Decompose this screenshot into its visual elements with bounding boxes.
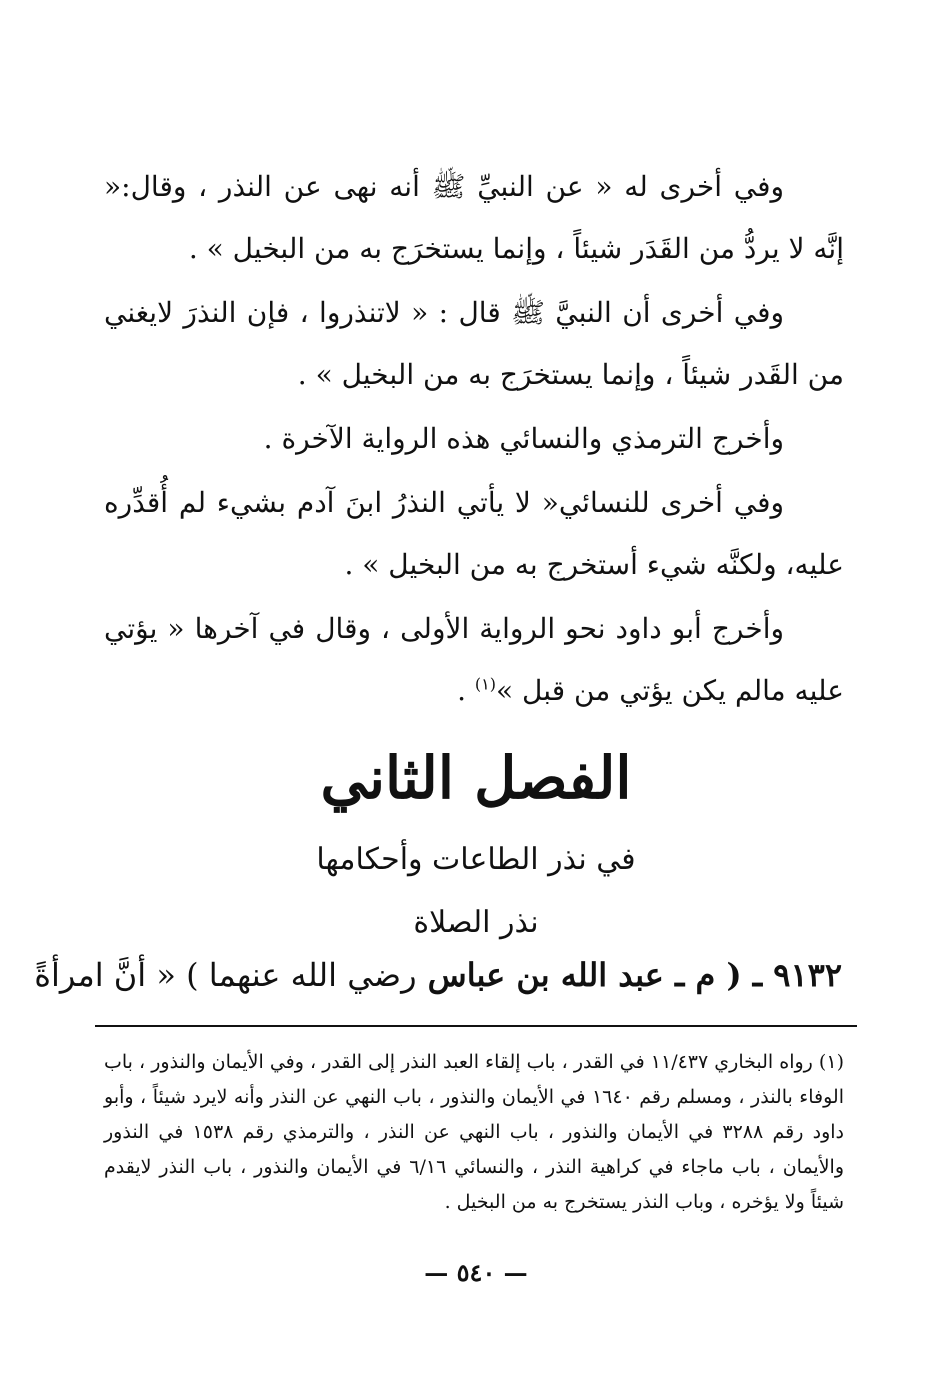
footnote-reference: (١) [474, 674, 497, 694]
footnote: (١) رواه البخاري ١١/٤٣٧ في القدر ، باب إلقاء العبد النذر إلى القدر ، وفي الأيمان والنذور ، باب الوفاء بالنذر ، ومسلم رقم ١٦٤٠ في الأيمان والنذور ، باب النهي عن النذر وأنه لايرد شيئاً ، وأبو داود رقم ٣٢٨٨ في الأيمان والنذور ، باب النهي عن النذر ، والترمذي رقم ١٥٣٨ في النذور والأيمان ، باب ماجاء في كراهية النذر ، والنسائي ٦/١٦ في الأيمان والنذور ، باب النذر لايقدم شيئاً ولا يؤخره ، وباب النذر يستخرج به من البخيل . [104, 1051, 844, 1213]
footnote-divider [95, 1025, 857, 1027]
main-text [104, 156, 844, 722]
footnotes [104, 1045, 844, 1220]
chapter-title: الفصل الثاني [320, 744, 632, 812]
paragraph: وأخرج الترمذي والنسائي هذه الرواية الآخرة . [263, 422, 784, 455]
paragraph-with-footnote [104, 598, 844, 722]
hadith-narrator: ( م ـ عبد الله بن عباس [427, 956, 742, 994]
subsection-heading: نذر الصلاة [413, 905, 539, 940]
page-number: — ٥٤٠ — [424, 1258, 528, 1287]
hadith-number: ٩١٣٢ ـ [752, 956, 842, 994]
paragraph-text: وأخرج أبو داود نحو الرواية الأولى ، وقال في آخرها « يؤتي عليه مالم يكن يؤتي من قبل » [104, 612, 844, 707]
paragraph: وفي أخرى له « عن النبيِّ ﷺ أنه نهى عن النذر ، وقال:« إنَّه لا يردُّ من القَدَر شيئاً ، وإنما يستخرَج به من البخيل » . [104, 170, 844, 265]
hadith-text-start: رضي الله عنهما ) « أنَّ امرأةً [34, 956, 417, 994]
section-subtitle: في نذر الطاعات وأحكامها [316, 842, 636, 877]
paragraph: وفي أخرى أن النبيَّ ﷺ قال : « لاتنذروا ، فإن النذرَ لايغني من القَدر شيئاً ، وإنما يستخرَج به من البخيل » . [104, 296, 844, 391]
paragraph-end: . [457, 674, 475, 707]
paragraph: وفي أخرى للنسائي« لا يأتي النذرُ ابنَ آدم بشيء لم أُقدِّره عليه، ولكنَّه شيء أستخرج به من البخيل » . [104, 486, 844, 581]
hadith-opening [34, 945, 842, 1005]
